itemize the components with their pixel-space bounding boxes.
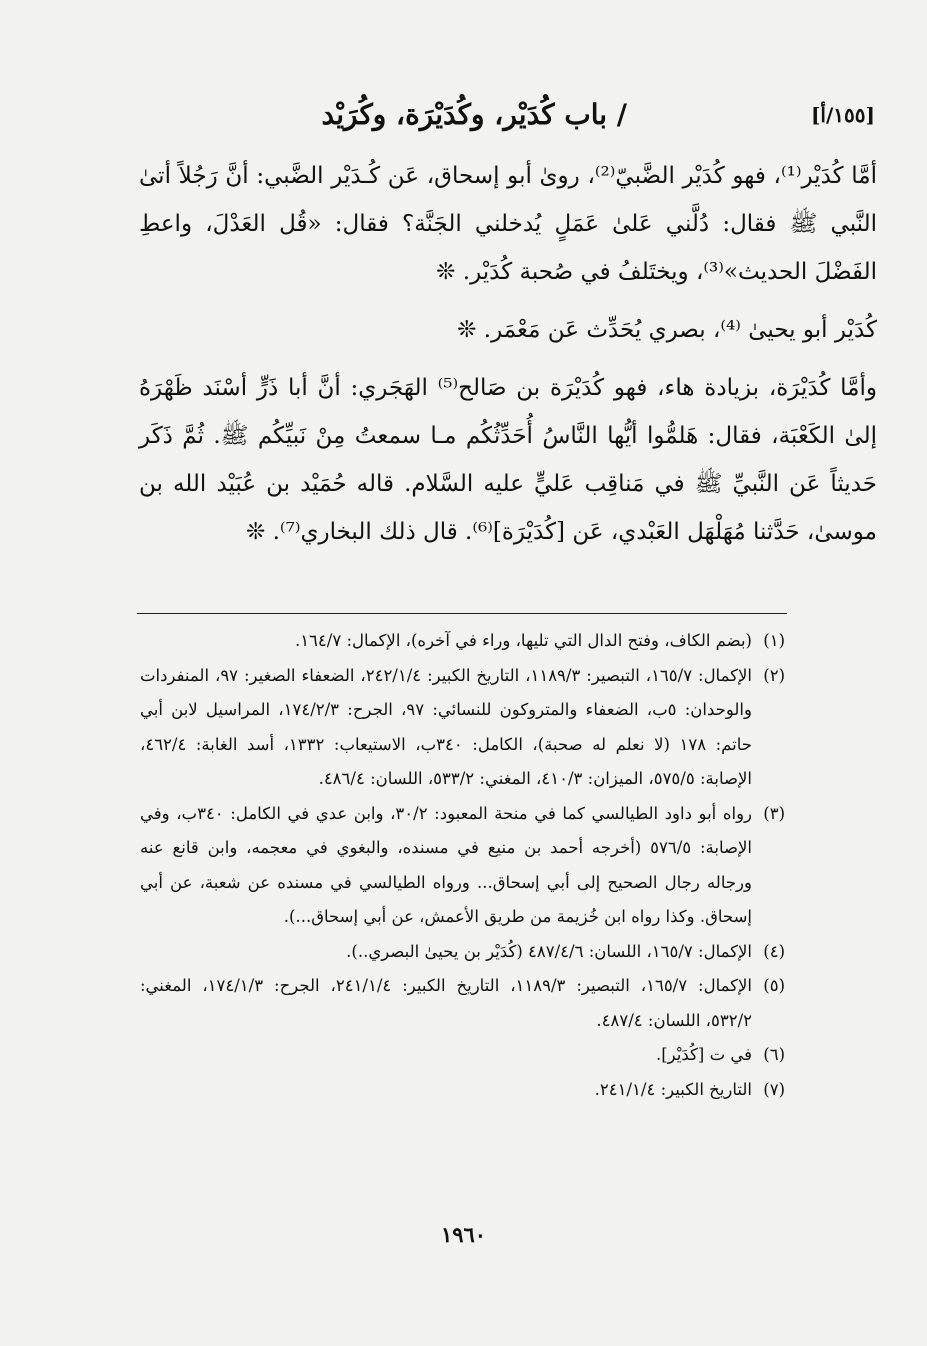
footnote-text: رواه أبو داود الطيالسي كما في منحة المعبود: ٣٠/٢، وابن عدي في الكامل: ٣٤٠ب، وفي الإصابة: ٥٧٦/٥ (أخرجه أحمد بن منيع في مسنده، والبغوي في معجمه، وابن قانع عنه ورجاله رجال الصحيح إلى أبي إسحاق... ورواه الطيالسي في مسنده عن شعبة، عن أبي إسحاق. وكذا رواه ابن خُزيمة من طريق الأعمش، عن أبي إسحاق...). bbox=[140, 803, 753, 926]
paragraph-kudayr: أمَّا كُدَيْر⁽¹⁾، فهو كُدَيْر الضَّبيّ⁽²⁾، روىٰ أبو إسحاق، عَن كُـدَيْر الضَّبي: أنَّ رَجُلاً أتىٰ النَّبي ﷺ فقال: دُلَّني عَلىٰ عَمَلٍ يُدخلني الجَنَّة؟ فقال: «قُل العَدْلَ، واعطِ الفَضْلَ الحديث»⁽³⁾، ويختَلفُ في صُحبة كُدَيْر. ❊ bbox=[139, 163, 878, 285]
footnote-text: التاريخ الكبير: ٢٤١/١/٤. bbox=[594, 1079, 752, 1099]
footnote-text: في ت [كُدَيْر]. bbox=[656, 1045, 752, 1064]
footnote-text: الإكمال: ١٦٥/٧، التبصير: ١١٨٩/٣، التاريخ الكبير: ٢٤٢/١/٤، الضعفاء الصغير: ٩٧، المنفردات والوحدان: ٥ب، الضعفاء والمتروكون للنسائي: ٩٧، الجرح: ١٧٤/٢/٣، المراسيل لابن أبي حاتم: ١٧٨ (لا نعلم له صحبة)، الكامل: ٣٤٠ب، الاستيعاب: ١٣٣٢، أسد الغابة: ٤٦٢/٤، الإصابة: ٥٧٥/٥، الميزان: ٤١٠/٣، المغني: ٥٣٣/٢، اللسان: ٤٨٦/٤. bbox=[140, 665, 752, 788]
footnote-number: (٤) bbox=[763, 941, 785, 961]
footnote-1 bbox=[140, 624, 785, 659]
folio-marker: [١٥٥/أ] bbox=[810, 103, 875, 127]
footnote-number: (٧) bbox=[763, 1079, 785, 1099]
footnote-number: (٣) bbox=[763, 803, 785, 823]
footnotes bbox=[140, 624, 785, 1107]
paragraph-kudayra: وأمَّا كُدَيْرَة، بزيادة هاء، فهو كُدَيْرَة بن صَالح⁽⁵⁾ الهَجَري: أنَّ أبا ذَرٍّ أسْنَد ظَهْرَهُ إلىٰ الكَعْبَة، فقال: هَلمُّوا أيُّها النَّاسُ أُحَدِّثُكُم مـا سمعتُ مِنْ نَبيِّكُم ﷺ. ثُمَّ ذَكَر حَديثاً عَن النَّبيِّ ﷺ في مَناقِب عَليٍّ عليه السَّلام. قاله حُمَيْد بن عُبَيْد الله بن موسىٰ، حَدَّثنا مُهَلْهَل العَبْدي، عَن [كُدَيْرَة]⁽⁶⁾. قال ذلك البخاري⁽⁷⁾. ❊ bbox=[139, 375, 877, 545]
footnote-7 bbox=[140, 1073, 785, 1108]
footnote-number: (٦) bbox=[763, 1045, 785, 1064]
footnote-5 bbox=[140, 969, 785, 1038]
footnote-number: (١) bbox=[763, 631, 785, 650]
footnote-text: (بضم الكاف، وفتح الدال التي تليها، وراء في آخره)، الإكمال: ١٦٤/٧. bbox=[294, 631, 752, 650]
footnote-divider bbox=[137, 613, 787, 614]
main-text bbox=[139, 152, 877, 556]
footnote-number: (٥) bbox=[763, 976, 785, 995]
paragraph-kudayr-abu-yahya: كُدَيْر أبو يحيىٰ ⁽⁴⁾، بصري يُحَدِّث عَن مَعْمَر. ❊ bbox=[457, 317, 877, 343]
footnote-2 bbox=[140, 659, 785, 797]
footnote-6 bbox=[140, 1038, 785, 1073]
chapter-heading: / باب كُدَيْر، وكُدَيْرَة، وكُرَيْد bbox=[321, 98, 627, 131]
page-number: ١٩٦٠ bbox=[440, 1222, 487, 1247]
footnote-3 bbox=[140, 797, 785, 935]
footnote-text: الإكمال: ١٦٥/٧، التبصير: ١١٨٩/٣، التاريخ الكبير: ٢٤١/١/٤، الجرح: ١٧٤/١/٣، المغني: ٥٣٢/٢، اللسان: ٤٨٧/٤. bbox=[140, 976, 752, 1030]
footnote-text: الإكمال: ١٦٥/٧، اللسان: ٤٨٧/٤/٦ (كُدَيْر بن يحيىٰ البصري..). bbox=[346, 941, 752, 961]
footnote-number: (٢) bbox=[763, 665, 785, 685]
footnote-4 bbox=[140, 935, 785, 970]
